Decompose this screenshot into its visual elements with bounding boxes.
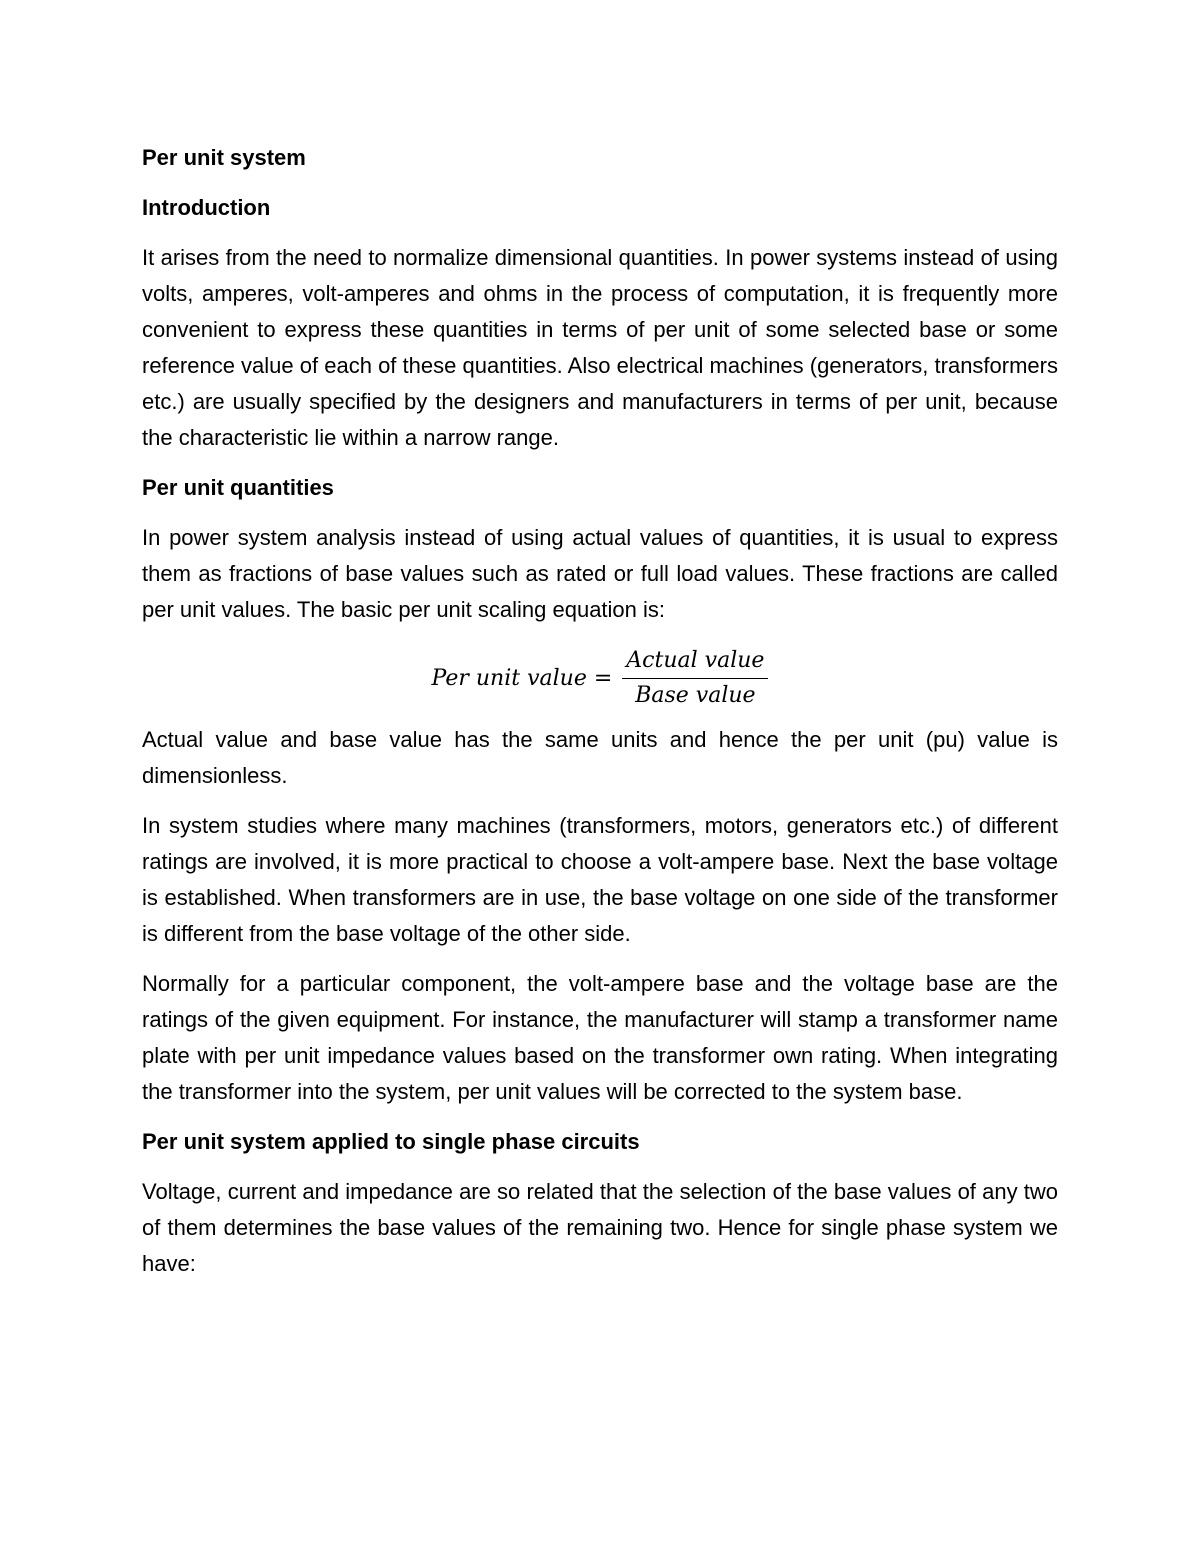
introduction-paragraph: It arises from the need to normalize dimensional quantities. In power systems instead of using volts, amperes, volt-amperes and ohms in the process of computation, it is frequently more convenient to express these quantities in terms of per unit of some selected base or some reference value of each of these quantities. Also electrical machines (generators, transformers etc.) are usually specified by the designers and manufacturers in terms of per unit, because the characteristic lie within a narrow range.	[142, 245, 1058, 450]
section-heading-per-unit-quantities: Per unit quantities	[142, 475, 334, 500]
equation-lhs: Per unit value =	[431, 665, 613, 691]
per-unit-quantities-paragraph-4: Normally for a particular component, the volt-ampere base and the voltage base are the ratings of the given equipment. For instance, the manufacturer will stamp a transformer name plate with per unit impedance values based on the transformer own rating. When integrating the transformer into the system, per unit values will be corrected to the system base.	[142, 971, 1058, 1104]
per-unit-equation	[142, 642, 1058, 714]
per-unit-quantities-paragraph-2: Actual value and base value has the same units and hence the per unit (pu) value is dimensionless.	[142, 727, 1058, 788]
equation-numerator: Actual value	[622, 646, 768, 679]
section-heading-single-phase: Per unit system applied to single phase circuits	[142, 1129, 640, 1154]
single-phase-paragraph: Voltage, current and impedance are so related that the selection of the base values of any two of them determines the base values of the remaining two. Hence for single phase system we have:	[142, 1179, 1058, 1276]
per-unit-quantities-paragraph-3: In system studies where many machines (transformers, motors, generators etc.) of different ratings are involved, it is more practical to choose a volt-ampere base. Next the base voltage is established. When transformers are in use, the base voltage on one side of the transformer is different from the base voltage of the other side.	[142, 813, 1058, 946]
per-unit-quantities-paragraph-1: In power system analysis instead of using actual values of quantities, it is usual to express them as fractions of base values such as rated or full load values. These fractions are called per unit values. The basic per unit scaling equation is:	[142, 525, 1058, 622]
document-page	[142, 140, 1058, 1296]
equation-fraction	[622, 646, 768, 711]
document-title: Per unit system	[142, 145, 306, 170]
equation-denominator: Base value	[635, 682, 756, 708]
section-heading-introduction: Introduction	[142, 195, 271, 220]
